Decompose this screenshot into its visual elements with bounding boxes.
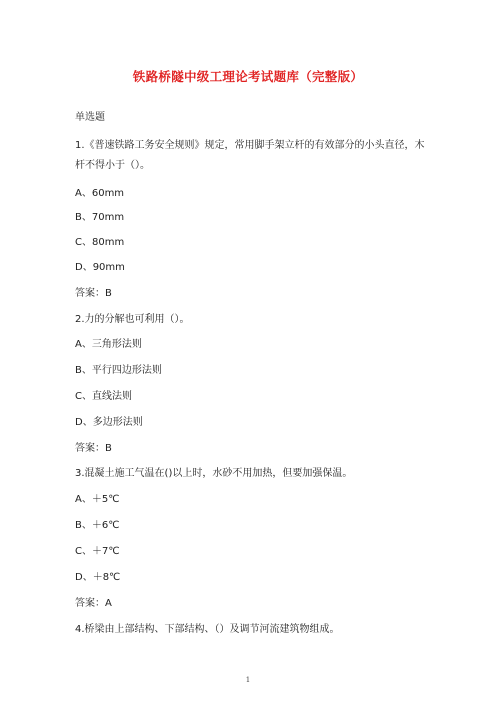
- question-3-answer: 答案：A: [75, 598, 112, 609]
- question-1-option-d: D、90mm: [75, 262, 125, 273]
- page-number: 1: [245, 676, 251, 684]
- question-1-stem-line-2: 杆不得小于（）。: [75, 160, 150, 171]
- question-2-option-b: B、平行四边形法则: [75, 365, 162, 376]
- section-heading: 单选题: [75, 112, 105, 123]
- question-1-option-c: C、80mm: [75, 237, 125, 248]
- question-3-option-b: B、＋6℃: [75, 520, 120, 531]
- question-2-option-a: A、三角形法则: [75, 339, 142, 350]
- question-3-option-d: D、＋8℃: [75, 572, 121, 583]
- question-3-option-c: C、＋7℃: [75, 546, 120, 557]
- question-2-option-c: C、直线法则: [75, 391, 132, 402]
- question-1-option-a: A、60mm: [75, 188, 125, 199]
- question-4-stem: 4.桥梁由上部结构、下部结构、（）及调节河流建筑物组成。: [75, 624, 340, 635]
- question-2-stem: 2.力的分解也可利用（）。: [75, 314, 190, 325]
- question-3-stem: 3.混凝土施工气温在()以上时，水砂不用加热，但要加强保温。: [75, 468, 353, 479]
- question-3-option-a: A、＋5℃: [75, 494, 120, 505]
- question-1-stem-line-1: 1.《普速铁路工务安全规则》规定，常用脚手架立杆的有效部分的小头直径，木: [75, 140, 425, 151]
- question-1-option-b: B、70mm: [75, 212, 125, 223]
- document-title: 铁路桥隧中级工理论考试题库（完整版）: [132, 69, 364, 84]
- question-2-answer: 答案：B: [75, 443, 112, 454]
- question-1-answer: 答案：B: [75, 288, 112, 299]
- question-2-option-d: D、多边形法则: [75, 417, 143, 428]
